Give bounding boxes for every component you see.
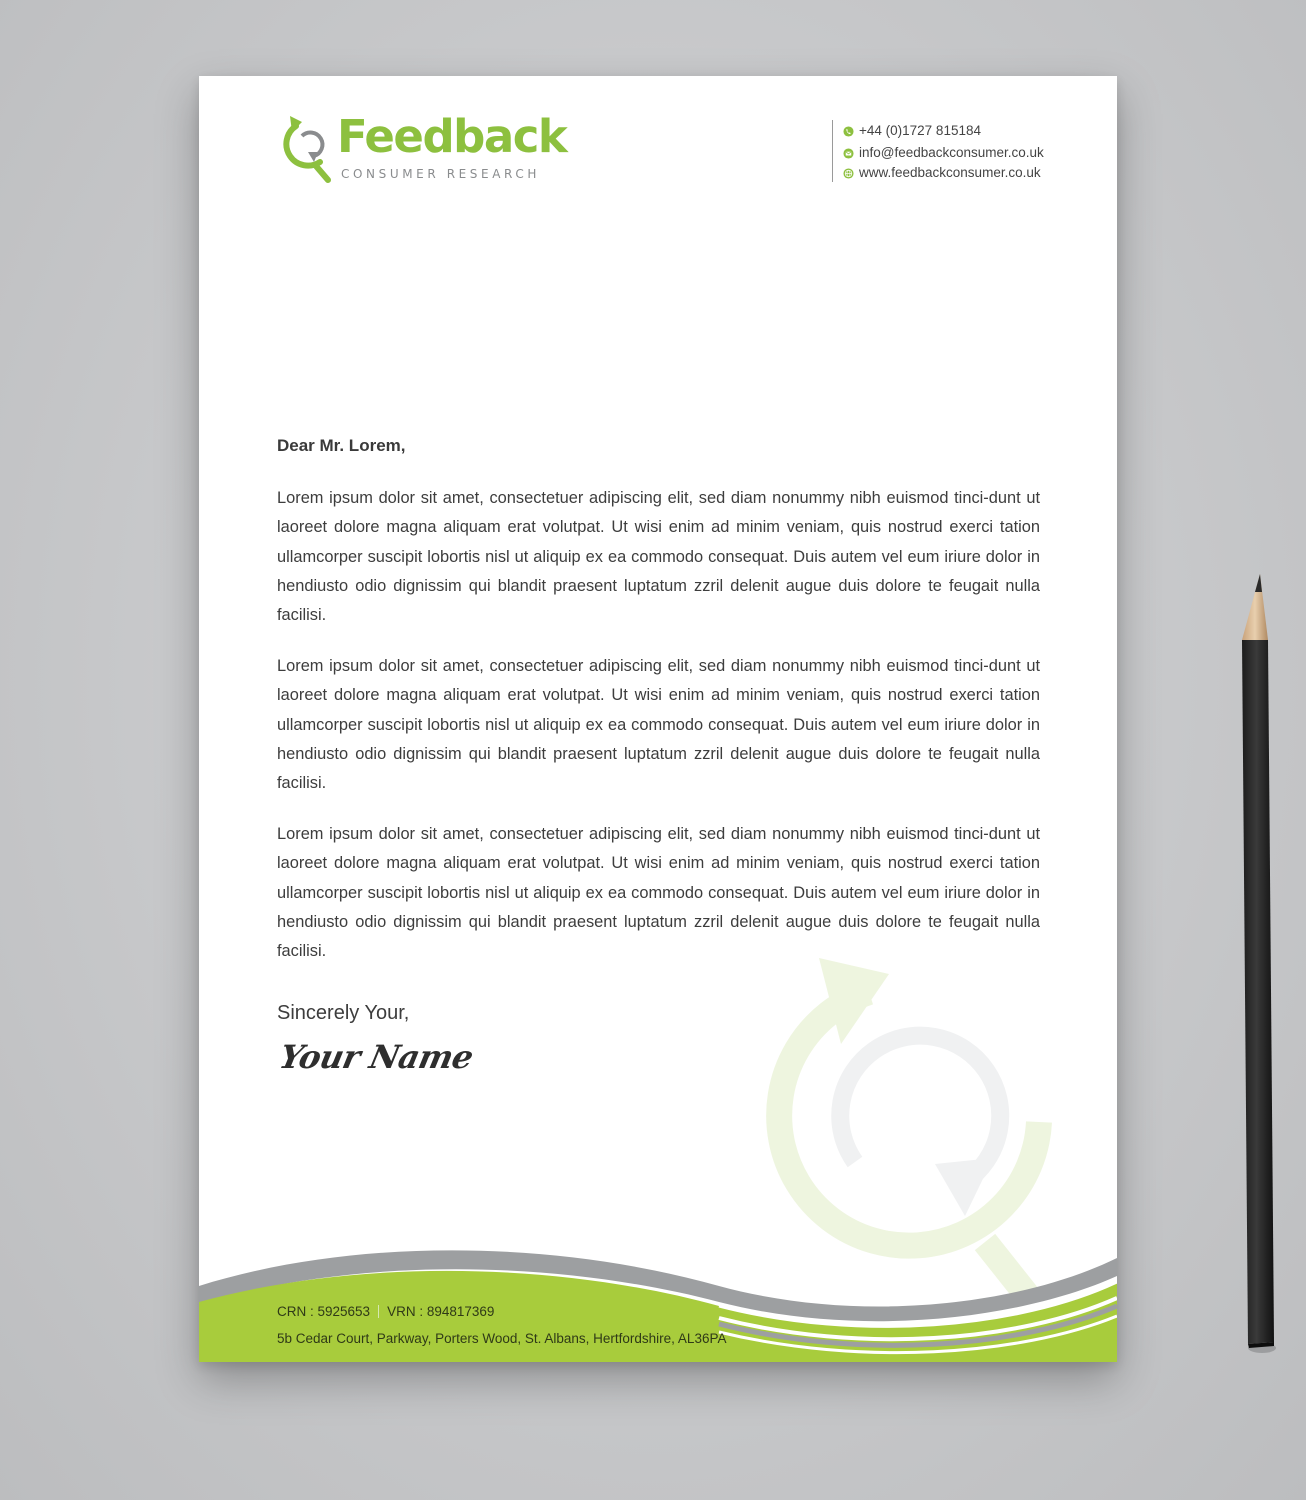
pencil-icon [1228,570,1288,1360]
footer-address: 5b Cedar Court, Parkway, Porters Wood, St. Albans, Hertfordshire, AL36PA [277,1331,727,1346]
paragraph-3: Lorem ipsum dolor sit amet, consectetuer adipiscing elit, sed diam nonummy nibh euismod tinci-dunt ut laoreet dolore magna aliquam erat volutpat. Ut wisi enim ad minim veniam, quis nostrud exerci tation ullamcorper suscipit lobortis nisl ut aliquip ex ea commodo consequat. Duis autem vel eum iriure dolor in hendiusto odio dignissim qui blandit praesent luptatum zzril delenit augue duis dolore te feugait nulla facilisi. [277,825,1040,961]
email-icon [843,148,854,159]
phone-text[interactable]: +44 (0)1727 815184 [859,123,981,138]
paragraph-1: Lorem ipsum dolor sit amet, consectetuer adipiscing elit, sed diam nonummy nibh euismod tinci-dunt ut laoreet dolore magna aliquam erat volutpat. Ut wisi enim ad minim veniam, quis nostrud exerci tation ullamcorper suscipit lobortis nisl ut aliquip ex ea commodo consequat. Duis autem vel eum iriure dolor in hendiusto odio dignissim qui blandit praesent luptatum zzril delenit augue duis dolore te feugait nulla facilisi. [277,489,1040,625]
brand-logo [274,112,584,186]
contact-phone [843,120,1044,142]
footer-registration [277,1304,494,1319]
email-text[interactable]: info@feedbackconsumer.co.uk [859,145,1044,160]
closing-line: Sincerely Your, [277,1002,410,1024]
paragraph-2: Lorem ipsum dolor sit amet, consectetuer adipiscing elit, sed diam nonummy nibh euismod tinci-dunt ut laoreet dolore magna aliquam erat volutpat. Ut wisi enim ad minim veniam, quis nostrud exerci tation ullamcorper suscipit lobortis nisl ut aliquip ex ea commodo consequat. Duis autem vel eum iriure dolor in hendiusto odio dignissim qui blandit praesent luptatum zzril delenit augue duis dolore te feugait nulla facilisi. [277,657,1040,793]
website-text[interactable]: www.feedbackconsumer.co.uk [859,165,1041,180]
contact-website [843,164,1044,182]
magnifier-arrows-logo-icon [274,112,334,184]
signature: Your Name [276,1038,477,1076]
contact-block [832,120,1044,182]
brand-name: Feedback [337,110,567,163]
vrn-text: VRN : 894817369 [387,1304,495,1319]
globe-icon [843,168,854,179]
salutation: Dear Mr. Lorem, [277,436,406,455]
phone-icon [843,126,854,137]
footer-divider [378,1305,379,1318]
letterhead-page [199,76,1117,1362]
crn-text: CRN : 5925653 [277,1304,371,1319]
contact-email [843,142,1044,164]
brand-tagline: CONSUMER RESEARCH [341,167,540,181]
